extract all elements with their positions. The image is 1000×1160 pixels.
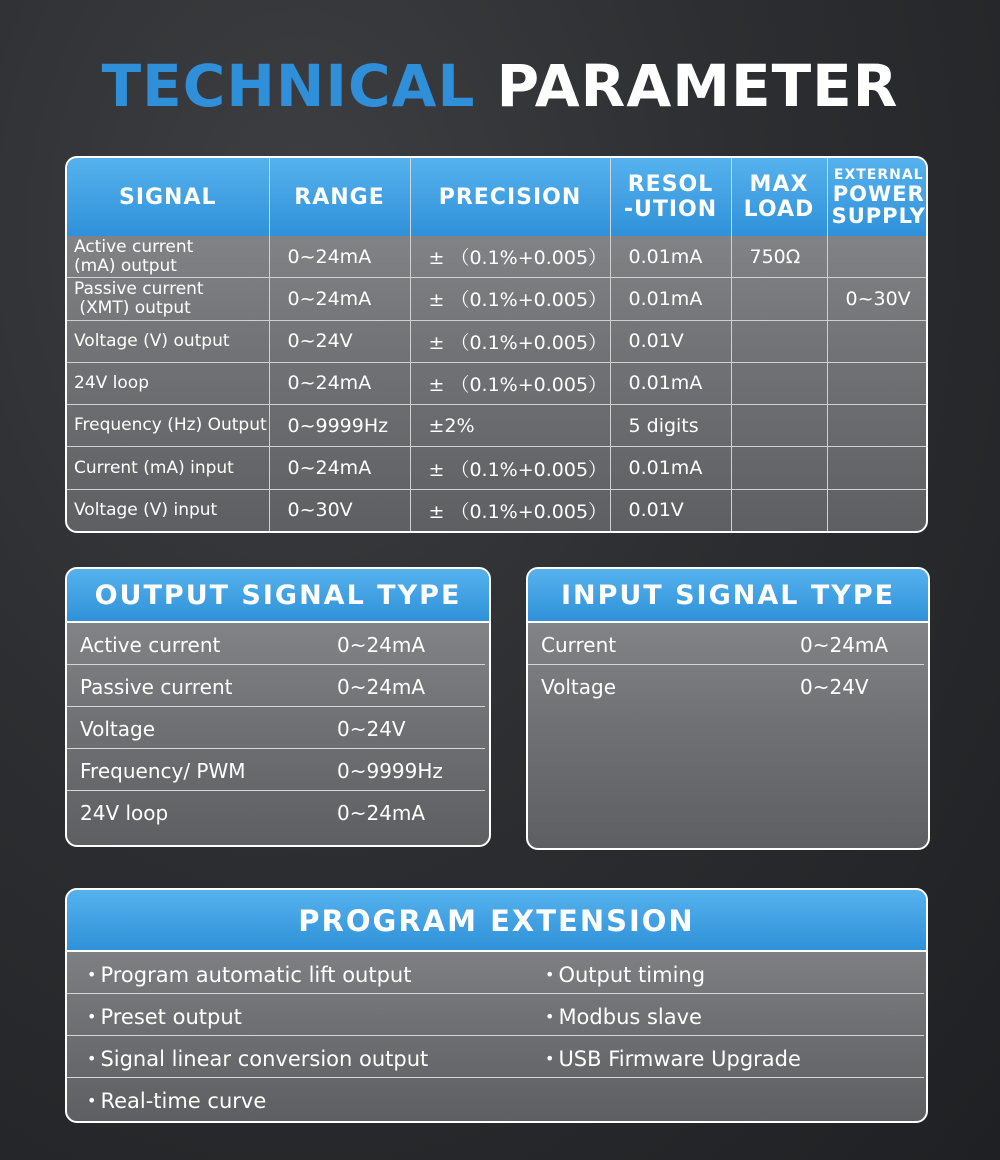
spec-header-row xyxy=(67,158,928,236)
cell-max-load: 750Ω xyxy=(731,236,827,278)
input-signal-title: INPUT SIGNAL TYPE xyxy=(528,569,928,623)
cell-signal xyxy=(67,320,269,362)
feature-item xyxy=(87,1078,266,1123)
cell-signal-line1: Current (mA) input xyxy=(74,457,234,478)
signal-value: 0~24mA xyxy=(337,801,426,825)
cell-signal-line1: Voltage (V) output xyxy=(74,330,230,351)
signal-label: Current xyxy=(541,633,617,657)
header-max-load xyxy=(731,158,827,236)
spec-table-panel xyxy=(65,156,928,533)
bullet-icon: • xyxy=(545,965,555,984)
cell-max-load xyxy=(731,405,827,447)
cell-signal xyxy=(67,405,269,447)
cell-ext xyxy=(827,320,928,362)
cell-max-load xyxy=(731,278,827,320)
cell-signal xyxy=(67,489,269,531)
cell-resolution: 0.01mA xyxy=(610,236,731,278)
signal-label: Voltage xyxy=(541,675,617,699)
list-item xyxy=(528,623,924,665)
header-external-power-supply xyxy=(827,158,928,236)
output-signal-title: OUTPUT SIGNAL TYPE xyxy=(67,569,489,623)
cell-precision: ±2% xyxy=(410,405,610,447)
list-item xyxy=(67,707,485,749)
cell-range: 0~24mA xyxy=(269,447,410,489)
output-signal-panel xyxy=(65,567,491,847)
header-ext-line3: SUPPLY xyxy=(831,204,926,228)
feature-text: Modbus slave xyxy=(558,1005,702,1029)
header-signal: SIGNAL xyxy=(67,158,269,236)
signal-label: 24V loop xyxy=(80,801,169,825)
feature-text: Signal linear conversion output xyxy=(100,1047,429,1071)
cell-ext xyxy=(827,405,928,447)
cell-ext xyxy=(827,236,928,278)
cell-signal xyxy=(67,447,269,489)
cell-precision: ± （0.1%+0.005） xyxy=(410,320,610,362)
header-resolution-line2: -UTION xyxy=(623,197,718,222)
cell-range: 0~24mA xyxy=(269,236,410,278)
signal-label: Voltage xyxy=(80,717,156,741)
cell-precision: ± （0.1%+0.005） xyxy=(410,489,610,531)
cell-signal-line2: (XMT) output xyxy=(74,297,191,318)
cell-range: 0~24mA xyxy=(269,362,410,404)
bullet-icon: • xyxy=(87,1007,97,1026)
cell-signal-line2: (mA) output xyxy=(74,255,177,276)
table-row xyxy=(67,236,928,278)
feature-item xyxy=(87,1036,428,1084)
header-resolution xyxy=(610,158,731,236)
cell-precision: ± （0.1%+0.005） xyxy=(410,278,610,320)
signal-value: 0~24mA xyxy=(800,633,889,657)
list-item xyxy=(67,749,485,791)
signal-value: 0~9999Hz xyxy=(337,759,443,783)
cell-ext xyxy=(827,489,928,531)
bullet-icon: • xyxy=(87,1091,97,1110)
cell-ext: 0~30V xyxy=(827,278,928,320)
cell-precision: ± （0.1%+0.005） xyxy=(410,447,610,489)
title-part-technical: TECHNICAL xyxy=(101,52,476,120)
table-row xyxy=(67,447,928,489)
signal-label: Active current xyxy=(80,633,221,657)
header-ext-line1: EXTERNAL xyxy=(833,167,924,183)
table-row xyxy=(67,489,928,531)
feature-item xyxy=(87,994,242,1042)
cell-max-load xyxy=(731,362,827,404)
cell-signal xyxy=(67,236,269,278)
cell-range: 0~9999Hz xyxy=(269,405,410,447)
signal-label: Frequency/ PWM xyxy=(80,759,246,783)
signal-value: 0~24mA xyxy=(337,633,426,657)
feature-text: Preset output xyxy=(100,1005,242,1029)
cell-max-load xyxy=(731,447,827,489)
input-signal-panel xyxy=(526,567,930,850)
signal-value: 0~24V xyxy=(337,717,406,741)
cell-resolution: 0.01V xyxy=(610,489,731,531)
cell-range: 0~24mA xyxy=(269,278,410,320)
cell-ext xyxy=(827,447,928,489)
header-ext-line2: POWER xyxy=(832,182,925,206)
cell-range: 0~30V xyxy=(269,489,410,531)
program-extension-panel xyxy=(65,888,928,1123)
table-row xyxy=(67,320,928,362)
header-max-load-line1: MAX xyxy=(749,172,809,197)
bullet-icon: • xyxy=(87,1049,97,1068)
title-part-parameter: PARAMETER xyxy=(496,52,899,120)
table-row xyxy=(67,405,928,447)
feature-text: USB Firmware Upgrade xyxy=(558,1047,801,1071)
feature-item xyxy=(545,952,705,1000)
list-item xyxy=(67,1078,924,1119)
cell-precision: ± （0.1%+0.005） xyxy=(410,236,610,278)
table-row xyxy=(67,278,928,320)
cell-ext xyxy=(827,362,928,404)
cell-signal-line1: 24V loop xyxy=(74,372,149,393)
cell-signal-line1: Frequency (Hz) Output xyxy=(74,415,267,436)
cell-max-load xyxy=(731,489,827,531)
cell-signal-line1: Passive current xyxy=(74,278,204,299)
list-item xyxy=(67,665,485,707)
feature-text: Output timing xyxy=(558,963,706,987)
bullet-icon: • xyxy=(545,1049,555,1068)
list-item xyxy=(67,623,485,665)
feature-text: Real-time curve xyxy=(100,1089,267,1113)
feature-item xyxy=(545,994,702,1042)
cell-signal-line1: Active current xyxy=(74,236,194,257)
header-precision: PRECISION xyxy=(410,158,610,236)
signal-label: Passive current xyxy=(80,675,233,699)
list-item xyxy=(67,1036,924,1078)
signal-value: 0~24V xyxy=(800,675,869,699)
cell-resolution: 0.01V xyxy=(610,320,731,362)
list-item xyxy=(528,665,924,706)
cell-range: 0~24V xyxy=(269,320,410,362)
feature-item xyxy=(87,952,411,1000)
list-item xyxy=(67,791,485,832)
cell-precision: ± （0.1%+0.005） xyxy=(410,362,610,404)
bullet-icon: • xyxy=(87,965,97,984)
list-item xyxy=(67,994,924,1036)
feature-item xyxy=(545,1036,801,1084)
header-range: RANGE xyxy=(269,158,410,236)
cell-signal xyxy=(67,362,269,404)
table-row xyxy=(67,362,928,404)
spec-table xyxy=(67,158,928,531)
program-extension-title: PROGRAM EXTENSION xyxy=(67,890,926,952)
cell-resolution: 0.01mA xyxy=(610,278,731,320)
cell-resolution: 5 digits xyxy=(610,405,731,447)
feature-text: Program automatic lift output xyxy=(100,963,412,987)
cell-resolution: 0.01mA xyxy=(610,447,731,489)
cell-resolution: 0.01mA xyxy=(610,362,731,404)
header-max-load-line2: LOAD xyxy=(743,197,815,222)
cell-max-load xyxy=(731,320,827,362)
list-item xyxy=(67,952,924,994)
signal-value: 0~24mA xyxy=(337,675,426,699)
cell-signal-line1: Voltage (V) input xyxy=(74,499,218,520)
cell-signal xyxy=(67,278,269,320)
bullet-icon: • xyxy=(545,1007,555,1026)
page-title xyxy=(0,52,1000,120)
header-resolution-line1: RESOL xyxy=(627,172,714,197)
